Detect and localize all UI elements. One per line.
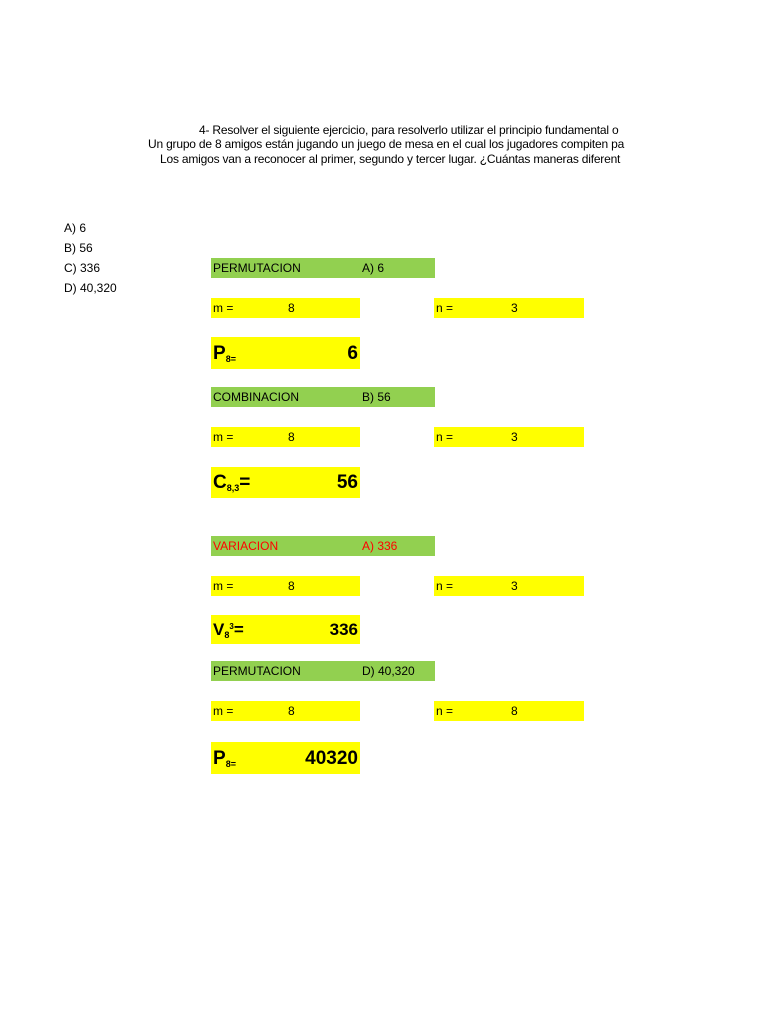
section-4-m-label: m = [213,704,234,718]
section-3-n-label: n = [436,579,454,593]
section-1-m-value: 8 [288,301,295,315]
section-1-m-cell [211,298,360,318]
section-4-answer: D) 40,320 [362,664,415,678]
section-3-method: VARIACION [213,539,279,553]
section-2-n-value: 3 [511,430,518,444]
option-d: D) 40,320 [64,281,117,295]
section-2-m-value: 8 [288,430,295,444]
section-1-m-label: m = [213,301,234,315]
option-b: B) 56 [64,241,93,255]
section-1-header [211,258,435,278]
section-4-result [211,742,360,774]
section-2-method: COMBINACION [213,390,300,404]
section-2-m-label: m = [213,430,234,444]
section-4-m-cell [211,701,360,721]
section-4-header [211,661,435,681]
section-3-m-cell [211,576,360,596]
section-3-m-label: m = [213,579,234,593]
section-1-n-value: 3 [511,301,518,315]
section-4-result-value: 40320 [305,748,358,769]
section-2-n-cell [434,427,584,447]
problem-line-1: 4- Resolver el siguiente ejercicio, para resolverlo utilizar el principio fundamental o [199,123,619,137]
section-2-result-formula: C8,3= [213,472,251,493]
section-3-answer: A) 336 [362,539,398,553]
section-3-header [211,536,435,556]
section-2-result [211,467,360,498]
section-3-n-cell [434,576,584,596]
section-3-result [211,615,360,644]
section-1-answer: A) 6 [362,261,385,275]
section-3-m-value: 8 [288,579,295,593]
option-a: A) 6 [64,221,87,235]
section-2-header [211,387,435,407]
problem-line-3: Los amigos van a reconocer al primer, segundo y tercer lugar. ¿Cuántas maneras diferent [160,152,621,166]
section-4-n-cell [434,701,584,721]
section-1-result-formula: P8= [213,343,236,364]
section-3-n-value: 3 [511,579,518,593]
section-2-n-label: n = [436,430,454,444]
section-3-result-value: 336 [329,620,358,639]
problem-line-2: Un grupo de 8 amigos están jugando un juego de mesa en el cual los jugadores compiten pa [148,137,625,151]
section-2-m-cell [211,427,360,447]
section-4-n-label: n = [436,704,454,718]
section-4-result-formula: P8= [213,748,236,769]
section-2-result-value: 56 [336,472,358,493]
section-2-answer: B) 56 [362,390,391,404]
section-1-n-cell [434,298,584,318]
section-4-method: PERMUTACION [213,664,301,678]
section-1-method: PERMUTACION [213,261,301,275]
section-1-result [211,337,360,369]
section-4-n-value: 8 [511,704,518,718]
section-3-result-formula: $V8^3=$ [213,620,244,640]
option-c: C) 336 [64,261,101,275]
section-1-result-value: 6 [347,343,358,364]
problem-statement [0,120,768,170]
section-4-m-value: 8 [288,704,295,718]
section-1-n-label: n = [436,301,454,315]
